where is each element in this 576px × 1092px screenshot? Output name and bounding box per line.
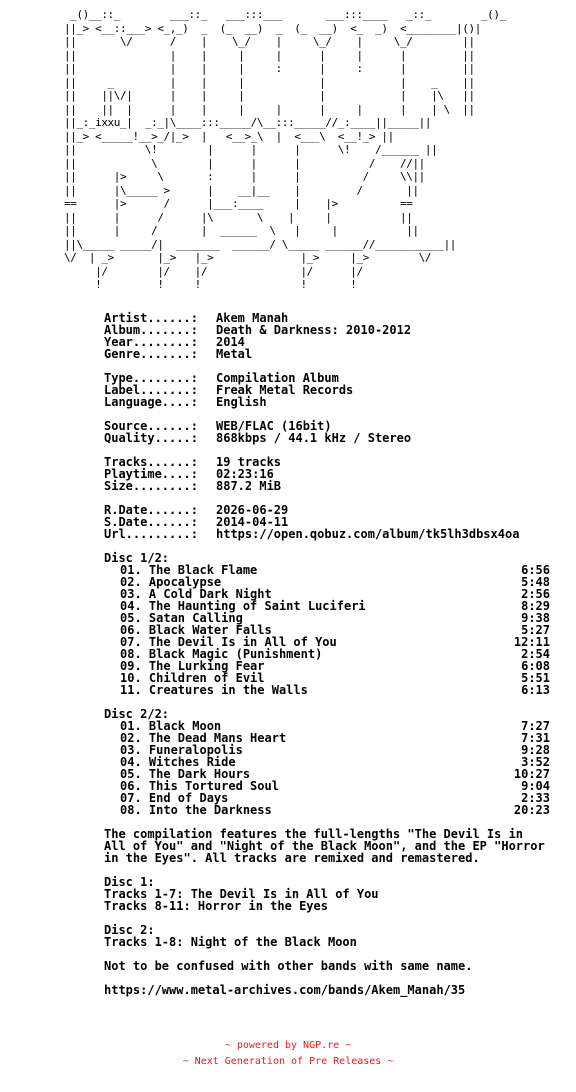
- label-value: Freak Metal Records: [216, 383, 354, 397]
- track-time: 7:27: [521, 719, 550, 733]
- size-row: [104, 480, 564, 492]
- spacer: [104, 864, 564, 876]
- tracks-value: 19 tracks: [216, 455, 282, 469]
- url-key: Url.........:: [104, 527, 198, 541]
- spacer: [104, 912, 564, 924]
- playtime-value: 02:23:16: [216, 467, 274, 481]
- year-value: 2014: [216, 335, 245, 349]
- album-value: Death & Darkness: 2010-2012: [216, 323, 412, 337]
- rdate-value: 2026-06-29: [216, 503, 289, 517]
- url-value: https://open.qobuz.com/album/tk5lh3dbsx4oa: [216, 527, 520, 541]
- track-label: 08. Into the Darkness: [120, 803, 272, 817]
- track-time: 6:08: [521, 659, 550, 673]
- year-key: Year........:: [104, 335, 198, 349]
- disc2-tracklist: [104, 720, 564, 816]
- genre-row: [104, 348, 564, 360]
- quality-value: 868kbps / 44.1 kHz / Stereo: [216, 431, 412, 445]
- footer-tagline: ~ Next Generation of Pre Releases ~: [182, 1056, 394, 1067]
- track-label: 05. Satan Calling: [120, 611, 243, 625]
- disambiguation-note: Not to be confused with other bands with same name.: [104, 959, 473, 973]
- track-time: 7:31: [521, 731, 550, 745]
- language-row: [104, 396, 564, 408]
- label-key: Label.......:: [104, 383, 198, 397]
- type-value: Compilation Album: [216, 371, 339, 385]
- genre-value: Metal: [216, 347, 253, 361]
- track-label: 04. Witches Ride: [120, 755, 236, 769]
- track-time: 6:13: [521, 683, 550, 697]
- track-label: 01. Black Moon: [120, 719, 222, 733]
- track-time: 8:29: [521, 599, 550, 613]
- track-label: 02. The Dead Mans Heart: [120, 731, 287, 745]
- track-label: 01. The Black Flame: [120, 563, 258, 577]
- compilation-note: The compilation features the full-lengths "The Devil Is in All of You" and "Night of the Black Moon", and the EP "Horror in the Eyes". All tracks are remixed and remastered.: [104, 827, 545, 865]
- track-label: 09. The Lurking Fear: [120, 659, 265, 673]
- metal-archives-link[interactable]: https://www.metal-archives.com/bands/Akem_Manah/35: [104, 983, 466, 997]
- disc2-note-heading: Disc 2:: [104, 923, 155, 937]
- disc1-title: Disc 1/2:: [104, 551, 170, 565]
- footer: [0, 1038, 576, 1070]
- track-time: 2:54: [521, 647, 550, 661]
- sdate-key: S.Date......:: [104, 515, 198, 529]
- track-label: 03. Funeralopolis: [120, 743, 243, 757]
- track-label: 02. Apocalypse: [120, 575, 222, 589]
- playtime-key: Playtime....:: [104, 467, 198, 481]
- quality-row: [104, 432, 564, 444]
- release-info: [104, 312, 564, 996]
- track-label: 04. The Haunting of Saint Luciferi: [120, 599, 366, 613]
- genre-key: Genre.......:: [104, 347, 198, 361]
- spacer: [104, 696, 564, 708]
- footer-powered-by[interactable]: ~ powered by NGP.re ~: [224, 1040, 352, 1051]
- quality-key: Quality.....:: [104, 431, 198, 445]
- rdate-key: R.Date......:: [104, 503, 198, 517]
- language-value: English: [216, 395, 267, 409]
- track-time: 5:27: [521, 623, 550, 637]
- track-label: 06. Black Water Falls: [120, 623, 272, 637]
- track-time: 9:38: [521, 611, 550, 625]
- track-time: 3:52: [521, 755, 550, 769]
- type-key: Type........:: [104, 371, 198, 385]
- track-label: 07. End of Days: [120, 791, 229, 805]
- track-time: 2:33: [521, 791, 550, 805]
- artist-value: Akem Manah: [216, 311, 289, 325]
- track-time: 9:28: [521, 743, 550, 757]
- language-key: Language....:: [104, 395, 198, 409]
- sdate-value: 2014-04-11: [216, 515, 289, 529]
- track-row: [104, 804, 564, 816]
- disc1-note-b: Tracks 8-11: Horror in the Eyes: [104, 899, 328, 913]
- track-time: 9:04: [521, 779, 550, 793]
- track-row: [104, 684, 564, 696]
- disc1-tracklist: [104, 564, 564, 696]
- track-time: 10:27: [513, 767, 550, 781]
- ascii-art-logo: _()__::_ ___::_ ___:::___ ___:::____ _::_ _()_ ||_> <__::___> <_,_) _ (_ __) _ (_ __) <_ _) <________|()| || \/ / | \_/ | \_/ | \_/ || || | | | | | | | || || | | | : | : | || || _ | | | | | _ || || ||\/| | | | | | |\ || || || | | | | | | | | | \ || ||_:_ixxu_| _:_|\____:::_____/\__:::_____//_:____||_____|| ||_> <_____!__>_/|_> | <__>_\ | <___\ <__!_> || || \! | | | \! /______ || || \ | | | / //|| || |> \ : | | / \\|| || |\_____ > | __|__ | / || == |> / |___:____ | |> == || | / |\ \ | | || || | / | ______ \ | | || ||\_____ _____/| _______ ______/ \_____ ______//___________|| \/ | _> |_> |_> |_> |_> \/ |/ |/ |/ |/ |/ ! ! ! ! !: [64, 8, 506, 291]
- tracks-key: Tracks......:: [104, 455, 198, 469]
- disc2-title: Disc 2/2:: [104, 707, 170, 721]
- track-time: 2:56: [521, 587, 550, 601]
- track-label: 07. The Devil Is in All of You: [120, 635, 337, 649]
- track-label: 08. Black Magic (Punishment): [120, 647, 323, 661]
- artist-key: Artist......:: [104, 311, 198, 325]
- track-time: 12:11: [513, 635, 550, 649]
- disc1-note-heading: Disc 1:: [104, 875, 155, 889]
- track-label: 03. A Cold Dark Night: [120, 587, 272, 601]
- source-value: WEB/FLAC (16bit): [216, 419, 332, 433]
- track-time: 20:23: [513, 803, 550, 817]
- url-row: [104, 528, 564, 540]
- track-time: 6:56: [521, 563, 550, 577]
- track-label: 10. Children of Evil: [120, 671, 265, 685]
- track-time: 5:48: [521, 575, 550, 589]
- size-key: Size........:: [104, 479, 198, 493]
- disc1-note-a: Tracks 1-7: The Devil Is in All of You: [104, 887, 379, 901]
- source-key: Source......:: [104, 419, 198, 433]
- track-time: 5:51: [521, 671, 550, 685]
- disc2-note-a: Tracks 1-8: Night of the Black Moon: [104, 935, 357, 949]
- track-label: 05. The Dark Hours: [120, 767, 251, 781]
- track-label: 06. This Tortured Soul: [120, 779, 279, 793]
- size-value: 887.2 MiB: [216, 479, 282, 493]
- spacer: [104, 540, 564, 552]
- album-key: Album.......:: [104, 323, 198, 337]
- track-label: 11. Creatures in the Walls: [120, 683, 308, 697]
